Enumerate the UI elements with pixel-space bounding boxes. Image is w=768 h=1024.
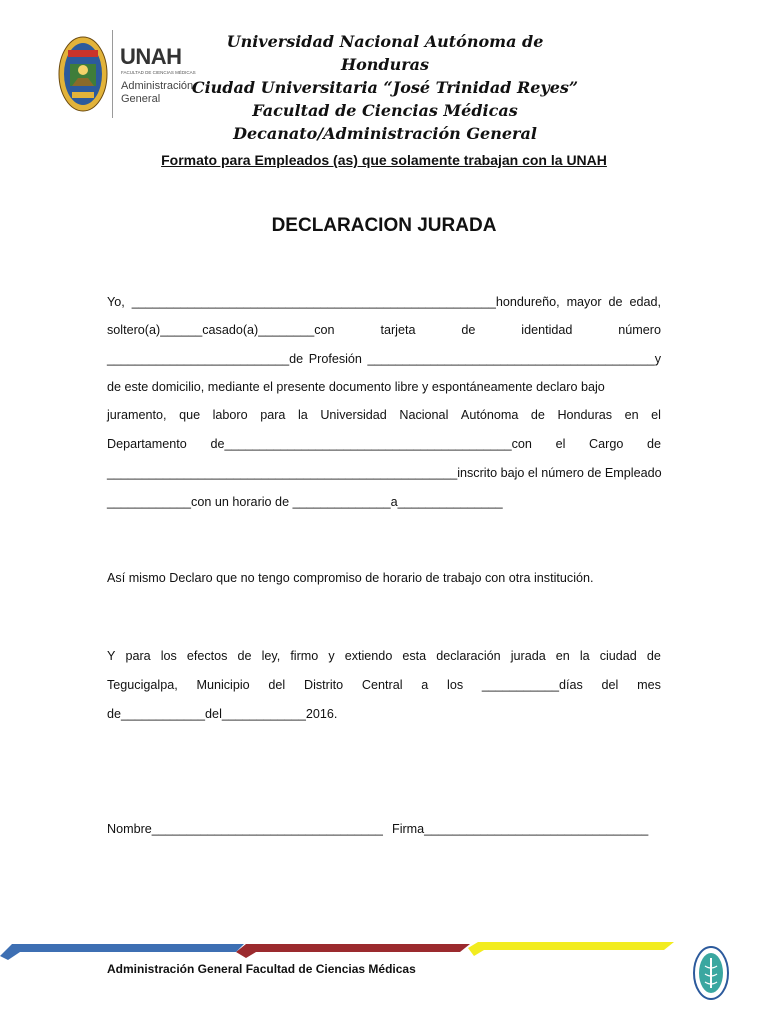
name-field: Nombre_________________________________ [107,822,383,836]
footer-stripes [0,940,768,962]
body-p3-line-3: de____________del____________2016. [107,707,338,721]
title-line-faculty: Facultad de Ciencias Médicas [252,101,518,120]
body-line-7: __________________________________________________inscrito bajo el número de Empleado [107,466,662,480]
body-paragraph-2: Así mismo Declaro que no tengo compromiso de horario de trabajo con otra institución. [107,571,594,585]
body-line-1: Yo, ____________________________________________________hondureño, mayor de edad, [107,295,661,309]
signature-field: Firma________________________________ [392,822,649,836]
logo-divider [112,30,113,118]
footer-stripe-yellow [468,942,674,956]
body-line-8: ____________con un horario de ______________a_______________ [107,495,503,509]
logo-department-line2: General [121,93,161,105]
logo-department-line1: Administración [121,80,194,92]
footer-stripe-red [236,944,470,958]
title-line-office: Decanato/Administración General [233,124,537,143]
footer-stripe-blue [0,944,244,960]
title-line-campus: Ciudad Universitaria “José Trinidad Reyes” [191,78,579,97]
body-p3-line-2: Tegucigalpa, Municipio del Distrito Central a los ___________días del mes [107,678,661,692]
unah-seal-logo [58,36,108,112]
format-subtitle: Formato para Empleados (as) que solamente trabajan con la UNAH [161,152,607,168]
logo-brand: UNAH [120,44,182,69]
document-title: DECLARACION JURADA [271,215,497,236]
body-line-5: juramento, que laboro para la Universidad Nacional Autónoma de Honduras en el [107,408,661,422]
body-line-6: Departamento de_________________________________________con el Cargo de [107,437,661,451]
body-line-4: de este domicilio, mediante el presente documento libre y espontáneamente declaro bajo [107,380,605,394]
letterhead-title [180,30,590,145]
body-p3-line-1: Y para los efectos de ley, firmo y extiendo esta declaración jurada en la ciudad de [107,649,661,663]
medical-faculty-seal-icon [693,946,729,1000]
footer-text: Administración General Facultad de Ciencias Médicas [107,962,416,976]
body-line-2: soltero(a)______casado(a)________con tarjeta de identidad número [107,323,661,337]
logo-subtitle: FACULTAD DE CIENCIAS MÉDICAS [121,70,196,75]
body-line-3: __________________________de Profesión _________________________________________y [107,352,661,366]
title-line-university: Universidad Nacional Autónoma de Honduras [226,32,544,74]
